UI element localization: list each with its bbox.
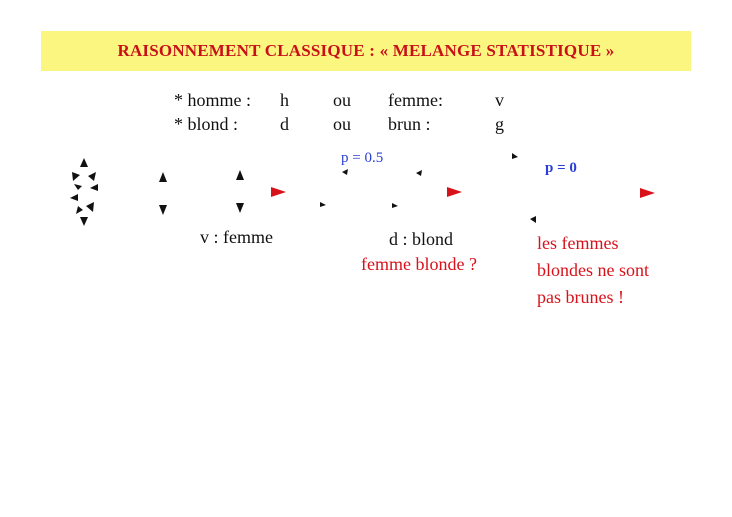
probability-half: p = 0.5 [341, 150, 384, 166]
red-arrowhead-icon [640, 188, 655, 198]
arrowhead-down-icon [236, 203, 244, 213]
probability-zero: p = 0 [545, 160, 577, 176]
small-arrowhead-icon [392, 203, 398, 208]
small-arrowhead-icon [320, 202, 326, 207]
def-homme-label: * homme : [174, 90, 251, 110]
vertical-pair-1 [156, 170, 170, 218]
arrowhead-icon [88, 172, 96, 181]
conclusion-line-2: blondes ne sont [537, 260, 649, 280]
def-brun-symbol: g [495, 114, 504, 134]
caption-question: femme blonde ? [361, 254, 477, 274]
def-femme-symbol: v [495, 90, 504, 110]
arrowhead-icon [74, 184, 82, 190]
def-blond-label: * blond : [174, 114, 239, 134]
arrowhead-up-icon [159, 172, 167, 182]
arrowhead-icon [80, 217, 88, 226]
arrowhead-icon [86, 202, 94, 212]
arrowhead-icon [70, 194, 78, 201]
step-arrow-3 [639, 187, 657, 199]
caption-d-blond: d : blond [389, 229, 454, 249]
def-femme-label: femme: [388, 90, 443, 110]
step-arrow-1 [270, 186, 288, 198]
small-arrowhead-icon [416, 170, 422, 176]
random-arrowheads-cluster [64, 154, 104, 234]
def-brun-label: brun : [388, 114, 431, 134]
arrowhead-up-icon [236, 170, 244, 180]
conclusion-line-1: les femmes [537, 233, 619, 253]
def-homme-symbol: h [280, 90, 289, 110]
small-arrowhead-icon [530, 216, 536, 223]
arrowhead-icon [72, 172, 80, 181]
arrowhead-icon [90, 184, 98, 191]
arrowhead-icon [76, 206, 83, 214]
title-banner [41, 31, 691, 71]
def-homme-or: ou [333, 90, 351, 110]
page-title: RAISONNEMENT CLASSIQUE : « MELANGE STATISTIQUE » [117, 41, 615, 60]
conclusion-line-3: pas brunes ! [537, 287, 624, 307]
arrowhead-icon [80, 158, 88, 167]
vertical-pair-2 [233, 168, 247, 216]
def-blond-symbol: d [280, 114, 289, 134]
small-arrowhead-icon [342, 169, 348, 175]
small-arrowhead-icon [512, 153, 518, 159]
arrowhead-down-icon [159, 205, 167, 215]
red-arrowhead-icon [271, 187, 286, 197]
caption-v-femme: v : femme [200, 227, 273, 247]
def-blond-or: ou [333, 114, 351, 134]
